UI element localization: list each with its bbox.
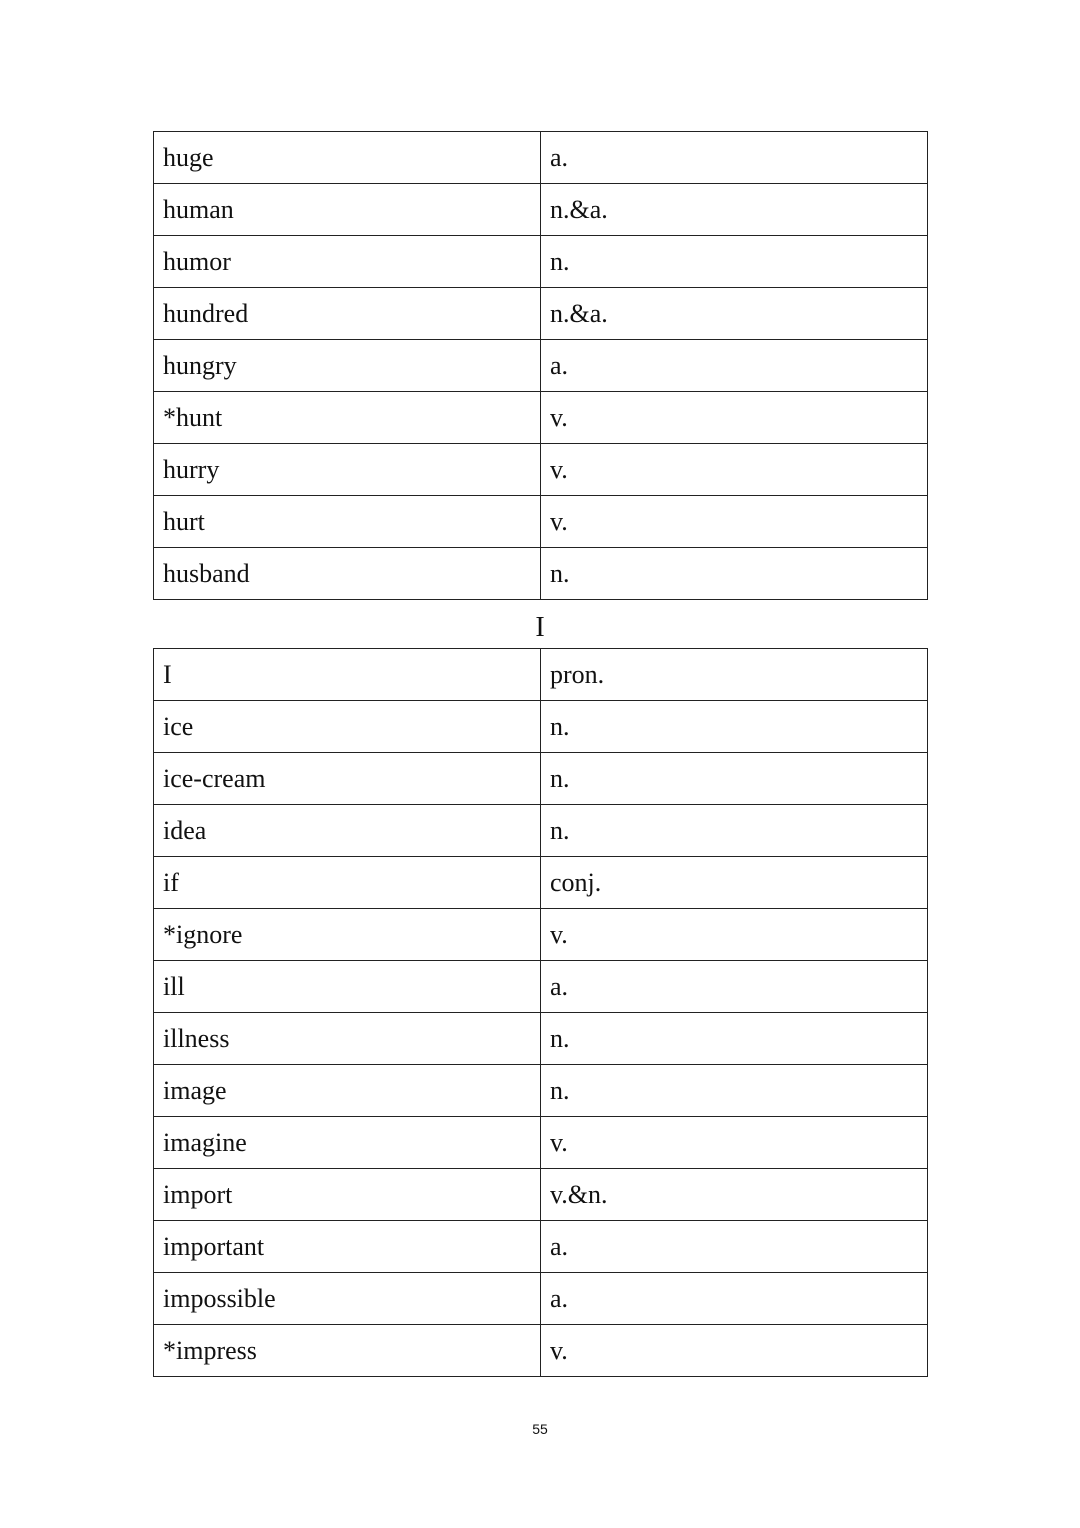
pos-cell: n.&a. [541,184,928,236]
word-cell: *ignore [154,909,541,961]
pos-cell: a. [541,340,928,392]
section-heading-i: I [535,612,545,643]
table-row [154,444,928,496]
pos-cell: conj. [541,857,928,909]
table-row [154,236,928,288]
pos-cell: v. [541,392,928,444]
table-row [154,132,928,184]
table-row [154,288,928,340]
table-row [154,857,928,909]
vocabulary-table-i [153,648,928,1377]
pos-cell: v.&n. [541,1169,928,1221]
table-row [154,1169,928,1221]
pos-cell: a. [541,132,928,184]
pos-cell: n. [541,1065,928,1117]
pos-cell: n. [541,753,928,805]
word-cell: ice [154,701,541,753]
vocabulary-table-h [153,131,928,600]
word-cell: hundred [154,288,541,340]
table-row [154,392,928,444]
table-row [154,1065,928,1117]
table-row [154,1117,928,1169]
table-row [154,909,928,961]
pos-cell: n. [541,701,928,753]
word-cell: ice-cream [154,753,541,805]
table-row [154,548,928,600]
pos-cell: v. [541,909,928,961]
pos-cell: pron. [541,649,928,701]
word-cell: I [154,649,541,701]
word-cell: husband [154,548,541,600]
word-cell: *impress [154,1325,541,1377]
word-cell: import [154,1169,541,1221]
table-row [154,340,928,392]
pos-cell: a. [541,961,928,1013]
word-cell: human [154,184,541,236]
pos-cell: a. [541,1273,928,1325]
pos-cell: n. [541,236,928,288]
word-cell: huge [154,132,541,184]
table-row [154,753,928,805]
word-cell: impossible [154,1273,541,1325]
word-cell: important [154,1221,541,1273]
pos-cell: a. [541,1221,928,1273]
pos-cell: n. [541,805,928,857]
word-cell: humor [154,236,541,288]
pos-cell: n. [541,1013,928,1065]
word-cell: imagine [154,1117,541,1169]
table-row [154,701,928,753]
word-cell: hurry [154,444,541,496]
word-cell: hurt [154,496,541,548]
pos-cell: v. [541,496,928,548]
table-row [154,1221,928,1273]
word-cell: if [154,857,541,909]
pos-cell: n. [541,548,928,600]
table-row [154,649,928,701]
word-cell: ill [154,961,541,1013]
table-row [154,1273,928,1325]
table-row [154,1013,928,1065]
table-row [154,1325,928,1377]
word-cell: hungry [154,340,541,392]
pos-cell: v. [541,1325,928,1377]
page-number: 55 [532,1421,548,1437]
table-row [154,496,928,548]
table-row [154,961,928,1013]
word-cell: image [154,1065,541,1117]
table-row [154,805,928,857]
word-cell: idea [154,805,541,857]
word-cell: illness [154,1013,541,1065]
table-row [154,184,928,236]
pos-cell: v. [541,1117,928,1169]
pos-cell: v. [541,444,928,496]
word-cell: *hunt [154,392,541,444]
pos-cell: n.&a. [541,288,928,340]
